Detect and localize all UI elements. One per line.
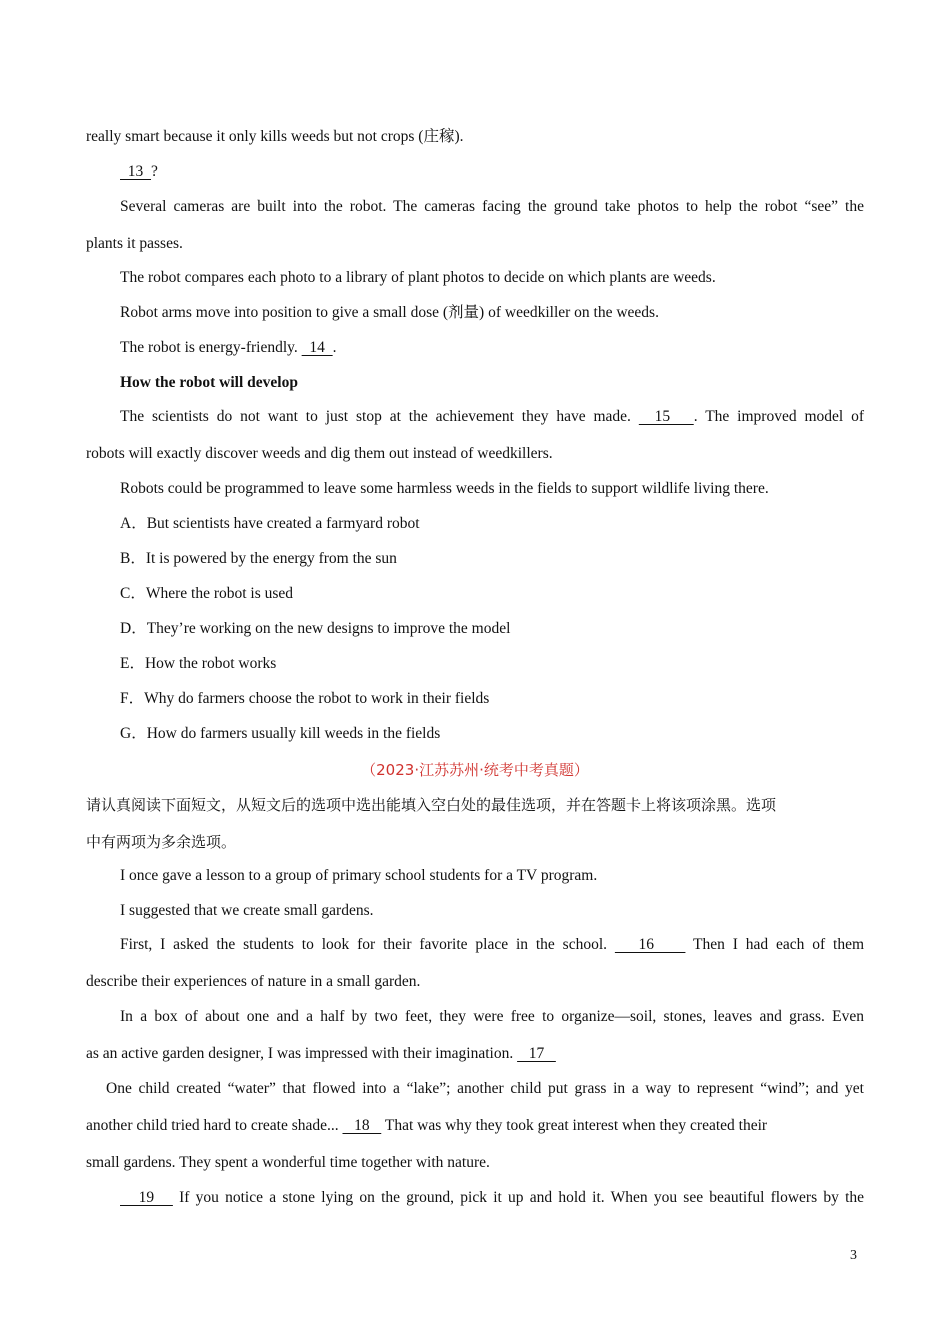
page-number: 3 (850, 1248, 857, 1263)
instruction-line: 请认真阅读下面短文，从短文后的选项中选出能填入空白处的最佳选项，并在答题卡上将该项涂黑。选项 (86, 796, 777, 814)
blank-14: 14 (301, 339, 333, 356)
paragraph-line: The robot is energy-friendly. 14 . (120, 339, 337, 356)
blank-17: 17 (517, 1045, 556, 1062)
question-13-line: 13 ? (120, 163, 158, 180)
paragraph-line: I suggested that we create small gardens. (120, 902, 374, 919)
paragraph-line: I once gave a lesson to a group of primary school students for a TV program. (120, 867, 598, 884)
paragraph-line: 19 If you notice a stone lying on the ground, pick it up and hold it. When you see beautiful flowers by the (120, 1189, 865, 1206)
paragraph-line: Robot arms move into position to give a small dose (剂量) of weedkiller on the weeds. (120, 304, 659, 321)
paragraph-line: Several cameras are built into the robot. The cameras facing the ground take photos to help the robot “see” the (120, 198, 864, 215)
option-b: B．It is powered by the energy from the sun (120, 550, 397, 567)
paragraph-line: The robot compares each photo to a library of plant photos to decide on which plants are weeds. (120, 269, 716, 286)
blank-16: 16 (614, 936, 686, 953)
paragraph-line: robots will exactly discover weeds and dig them out instead of weedkillers. (86, 445, 553, 462)
option-g: G．How do farmers usually kill weeds in the fields (120, 725, 441, 742)
paragraph-line: really smart because it only kills weeds but not crops (庄稼). (86, 128, 464, 145)
section-heading: How the robot will develop (120, 374, 298, 391)
instruction-line: 中有两项为多余选项。 (86, 833, 237, 851)
blank-15: 15 (638, 408, 694, 425)
blank-13: 13 (120, 163, 151, 180)
paragraph-line: describe their experiences of nature in a small garden. (86, 973, 421, 990)
paragraph-line: as an active garden designer, I was impressed with their imagination. 17 (86, 1045, 556, 1062)
paragraph-line: The scientists do not want to just stop at the achievement they have made. 15 . The improved model of (120, 408, 864, 425)
exam-source-label: （2023·江苏苏州·统考中考真题） (361, 761, 589, 779)
paragraph-line: Robots could be programmed to leave some harmless weeds in the fields to support wildlife living there. (120, 480, 769, 497)
blank-19: 19 (120, 1189, 173, 1206)
paragraph-line: another child tried hard to create shade... 18 That was why they took great interest when they created their (86, 1117, 768, 1134)
paragraph-line: In a box of about one and a half by two feet, they were free to organize—soil, stones, leaves and grass. Even (120, 1008, 864, 1025)
option-d: D．They’re working on the new designs to improve the model (120, 620, 511, 637)
option-f: F．Why do farmers choose the robot to work in their fields (120, 690, 490, 707)
blank-18: 18 (342, 1117, 382, 1134)
option-c: C．Where the robot is used (120, 585, 294, 602)
option-e: E．How the robot works (120, 655, 277, 672)
paragraph-line: small gardens. They spent a wonderful time together with nature. (86, 1154, 490, 1171)
option-a: A．But scientists have created a farmyard robot (120, 515, 420, 532)
paragraph-line: One child created “water” that flowed into a “lake”; another child put grass in a way to represent “wind”; and yet (106, 1080, 864, 1097)
paragraph-line: First, I asked the students to look for their favorite place in the school. 16 Then I had each of them (120, 936, 865, 953)
paragraph-line: plants it passes. (86, 235, 183, 252)
